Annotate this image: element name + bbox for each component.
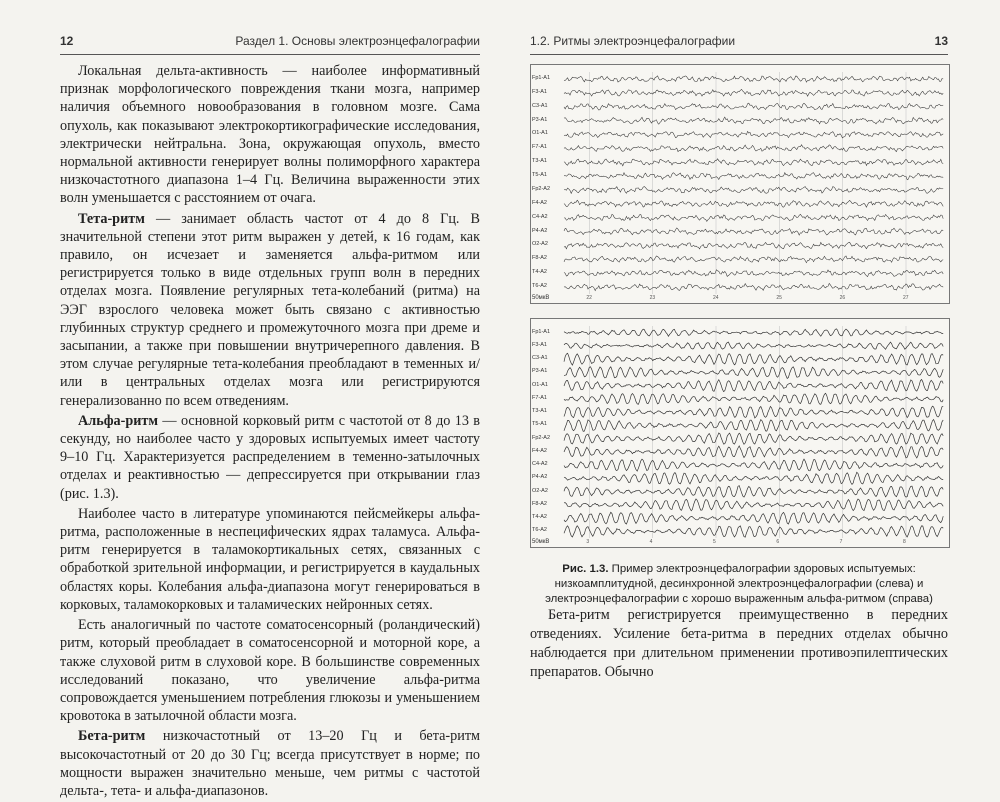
eeg-channel-trace xyxy=(564,76,943,82)
eeg-channel-trace xyxy=(564,406,943,418)
channel-label: F7-A1 xyxy=(532,394,547,401)
paragraph-text: Наиболее часто в литературе упоминаются пейсмейкеры альфа-ритма, расположенные в неспецифических ядрах таламуса. Альфа-ритм генерируется в таламокортикальных сетях, связанных с обработкой зрительной информации, и регистрируется в каудальных областях коры. Колебания альфа-диапазона могут генерироваться в корковых, таламокорковых и таламических нейронных сетях. xyxy=(60,505,480,613)
eeg-figure-alpha-rhythm xyxy=(530,318,948,554)
time-tick-label: 26 xyxy=(839,295,846,301)
paragraph-text: — занимает область частот от 4 до 8 Гц. В значительной степени этот ритм выражен у детей, к 16 годам, как правило, он исчезает и заменяется альфа-ритмом или регистрируется только в виде отдельных групп волн в передних отделах мозга. Появление регулярных тета-колебаний (ритма) на ЭЭГ взрослого человека может быть связано с активностью глубинных структур среднего и промежуточного мозга при дреме и засыпании, а также при повышении внутричерепного давления. В этом случае регулярные тета-колебания преобладают в теменных и/или в центральных отделах мозга или регистрируются генерализованно по всем отведениям. xyxy=(60,210,480,409)
channel-label: T5-A1 xyxy=(532,421,547,428)
time-tick-label: 6 xyxy=(776,539,780,545)
channel-label: Fp2-A2 xyxy=(532,185,551,192)
eeg-channel-trace xyxy=(564,256,943,263)
eeg-traces xyxy=(530,64,948,310)
eeg-channel-trace xyxy=(564,228,943,235)
right-running-head xyxy=(530,34,948,55)
paragraph-text: Локальная дельта-активность — наиболее информативный признак морфологического повреждения ткани мозга, например наличия объемного новообразования в головном мозге. Сама опухоль, как показывают электрокортикографические исследования, электрически нейтральна. Зона, окружающая опухоль, вместо нормальной активности генерирует волны полиморфного характера низкочастотного диапазона 1–4 Гц. Величина выраженности этих волн уменьшается с расстоянием от очага. xyxy=(60,63,480,207)
time-tick-label: 27 xyxy=(903,295,909,301)
amplitude-scale-label: 50мкВ xyxy=(532,295,550,301)
eeg-channel-trace xyxy=(564,446,943,458)
channel-label: P3-A1 xyxy=(532,368,548,375)
paragraph-text: низкочастотный от 13–20 Гц и бета-ритм высокочастотный от 20 до 30 Гц; всегда присутствует в норме; по мощности выражен значительно меньше, чем ритмы с частотой дельта-, тета- и альфа-диапазонов. xyxy=(60,728,480,799)
eeg-channel-trace xyxy=(564,393,943,404)
channel-label: P3-A1 xyxy=(532,116,548,123)
channel-label: O1-A1 xyxy=(532,381,548,388)
eeg-channel-trace xyxy=(564,380,943,392)
paragraph-lead: Бета-ритм xyxy=(78,728,146,745)
paragraph-pacemakers xyxy=(60,505,480,614)
channel-label: F8-A2 xyxy=(532,500,547,507)
eeg-channel-trace xyxy=(564,459,943,471)
time-tick-label: 3 xyxy=(586,539,590,545)
eeg-channel-trace xyxy=(564,283,943,290)
channel-label: C3-A1 xyxy=(532,102,548,109)
channel-label: F4-A2 xyxy=(532,199,547,206)
time-tick-label: 23 xyxy=(649,295,656,301)
channel-label: Fp1-A1 xyxy=(532,74,551,81)
eeg-traces xyxy=(530,318,948,554)
eeg-channel-trace xyxy=(564,187,943,194)
time-tick-label: 4 xyxy=(649,539,653,545)
left-page-number: 12 xyxy=(60,34,74,48)
channel-label: T4-A2 xyxy=(532,269,547,276)
eeg-channel-trace xyxy=(564,103,943,110)
eeg-channel-trace xyxy=(564,433,943,444)
paragraph-delta xyxy=(60,62,480,208)
figure-caption xyxy=(530,562,948,607)
channel-label: F7-A1 xyxy=(532,144,547,151)
amplitude-scale-label: 50мкВ xyxy=(532,539,550,545)
time-tick-label: 25 xyxy=(776,295,782,301)
left-body-text xyxy=(60,62,480,802)
channel-label: O2-A2 xyxy=(532,241,548,248)
eeg-channel-trace xyxy=(564,117,943,124)
eeg-channel-trace xyxy=(564,270,943,277)
right-body-text xyxy=(530,606,948,682)
left-page xyxy=(0,0,500,799)
channel-label: O2-A2 xyxy=(532,487,548,494)
eeg-channel-trace xyxy=(564,420,943,432)
eeg-channel-trace xyxy=(564,486,943,498)
paragraph-lead: Тета-ритм xyxy=(78,210,145,227)
channel-label: F3-A1 xyxy=(532,88,547,95)
caption-label: Рис. 1.3. xyxy=(562,563,609,575)
time-tick-label: 7 xyxy=(839,539,843,545)
eeg-channel-trace xyxy=(564,512,943,524)
paragraph-beta xyxy=(60,727,480,800)
eeg-channel-trace xyxy=(564,472,943,484)
channel-label: C3-A1 xyxy=(532,355,548,362)
channel-label: P4-A2 xyxy=(532,227,548,234)
channel-label: P4-A2 xyxy=(532,474,548,481)
time-tick-label: 5 xyxy=(713,539,716,545)
channel-label: C4-A2 xyxy=(532,461,548,468)
eeg-channel-trace xyxy=(564,214,943,221)
time-tick-label: 8 xyxy=(903,539,906,545)
paragraph-rolandic xyxy=(60,616,480,725)
channel-label: F8-A2 xyxy=(532,255,547,262)
left-running-title: Раздел 1. Основы электроэнцефалографии xyxy=(235,34,480,48)
eeg-channel-trace xyxy=(564,145,943,152)
left-running-head xyxy=(60,34,480,55)
eeg-channel-trace xyxy=(564,89,943,96)
channel-label: O1-A1 xyxy=(532,130,548,137)
caption-text: Пример электроэнцефалографии здоровых испытуемых: низкоамплитудной, десинхронной электроэнцефалографии (слева) и электроэнцефалографии с хорошо выраженным альфа-ритмом (справа) xyxy=(545,563,933,605)
eeg-figure-desynchronized xyxy=(530,64,948,310)
eeg-channel-trace xyxy=(564,342,943,349)
channel-label: F4-A2 xyxy=(532,447,547,454)
eeg-channel-trace xyxy=(564,526,943,537)
channel-label: C4-A2 xyxy=(532,213,548,220)
channel-label: T3-A1 xyxy=(532,158,547,165)
eeg-channel-trace xyxy=(564,131,943,138)
channel-label: T6-A2 xyxy=(532,527,547,534)
eeg-channel-trace xyxy=(564,173,943,180)
right-running-title: 1.2. Ритмы электроэнцефалографии xyxy=(530,34,736,48)
channel-label: Fp2-A2 xyxy=(532,434,551,441)
eeg-channel-trace xyxy=(564,159,943,166)
channel-label: T6-A2 xyxy=(532,283,547,290)
paragraph-text: Есть аналогичный по частоте соматосенсорный (роландический) ритм, который преобладает в соматосенсорной и моторной коре, а также слуховой ритм в слуховой коре. В большинстве современных исследований показано, что увеличение альфа-ритма сопровождается уменьшением потребления глюкозы и уменьшением кровотока в затылочной области мозга. xyxy=(60,617,480,725)
channel-label: T4-A2 xyxy=(532,514,547,521)
channel-label: T3-A1 xyxy=(532,408,547,415)
channel-label: Fp1-A1 xyxy=(532,328,551,335)
eeg-channel-trace xyxy=(564,367,943,379)
channel-label: F3-A1 xyxy=(532,341,547,348)
eeg-channel-trace xyxy=(564,329,943,337)
paragraph-text: — основной корковый ритм с частотой от 8 до 13 в секунду, но наиболее часто у здоровых испытуемых имеет частоту 9–10 Гц. Характеризуется распределением в теменно-затылочных отделах и реактивностью — депрессируется при открывании глаз (рис. 1.3). xyxy=(60,412,480,502)
eeg-channel-trace xyxy=(564,353,943,365)
right-page xyxy=(500,0,1000,726)
paragraph-alpha xyxy=(60,412,480,503)
eeg-channel-trace xyxy=(564,242,943,249)
time-tick-label: 24 xyxy=(713,295,719,301)
time-tick-label: 22 xyxy=(586,295,592,301)
paragraph-beta-continued: Бета-ритм регистрируется преимущественно в передних отведениях. Усиление бета-ритма в передних отделах обычно наблюдается при длительном применении противоэпилептических препаратов. Обычно xyxy=(530,607,948,680)
eeg-channel-trace xyxy=(564,200,943,207)
paragraph-theta xyxy=(60,210,480,410)
paragraph-lead: Альфа-ритм xyxy=(78,412,159,429)
eeg-channel-trace xyxy=(564,499,943,511)
right-page-number: 13 xyxy=(934,34,948,48)
channel-label: T5-A1 xyxy=(532,172,547,179)
